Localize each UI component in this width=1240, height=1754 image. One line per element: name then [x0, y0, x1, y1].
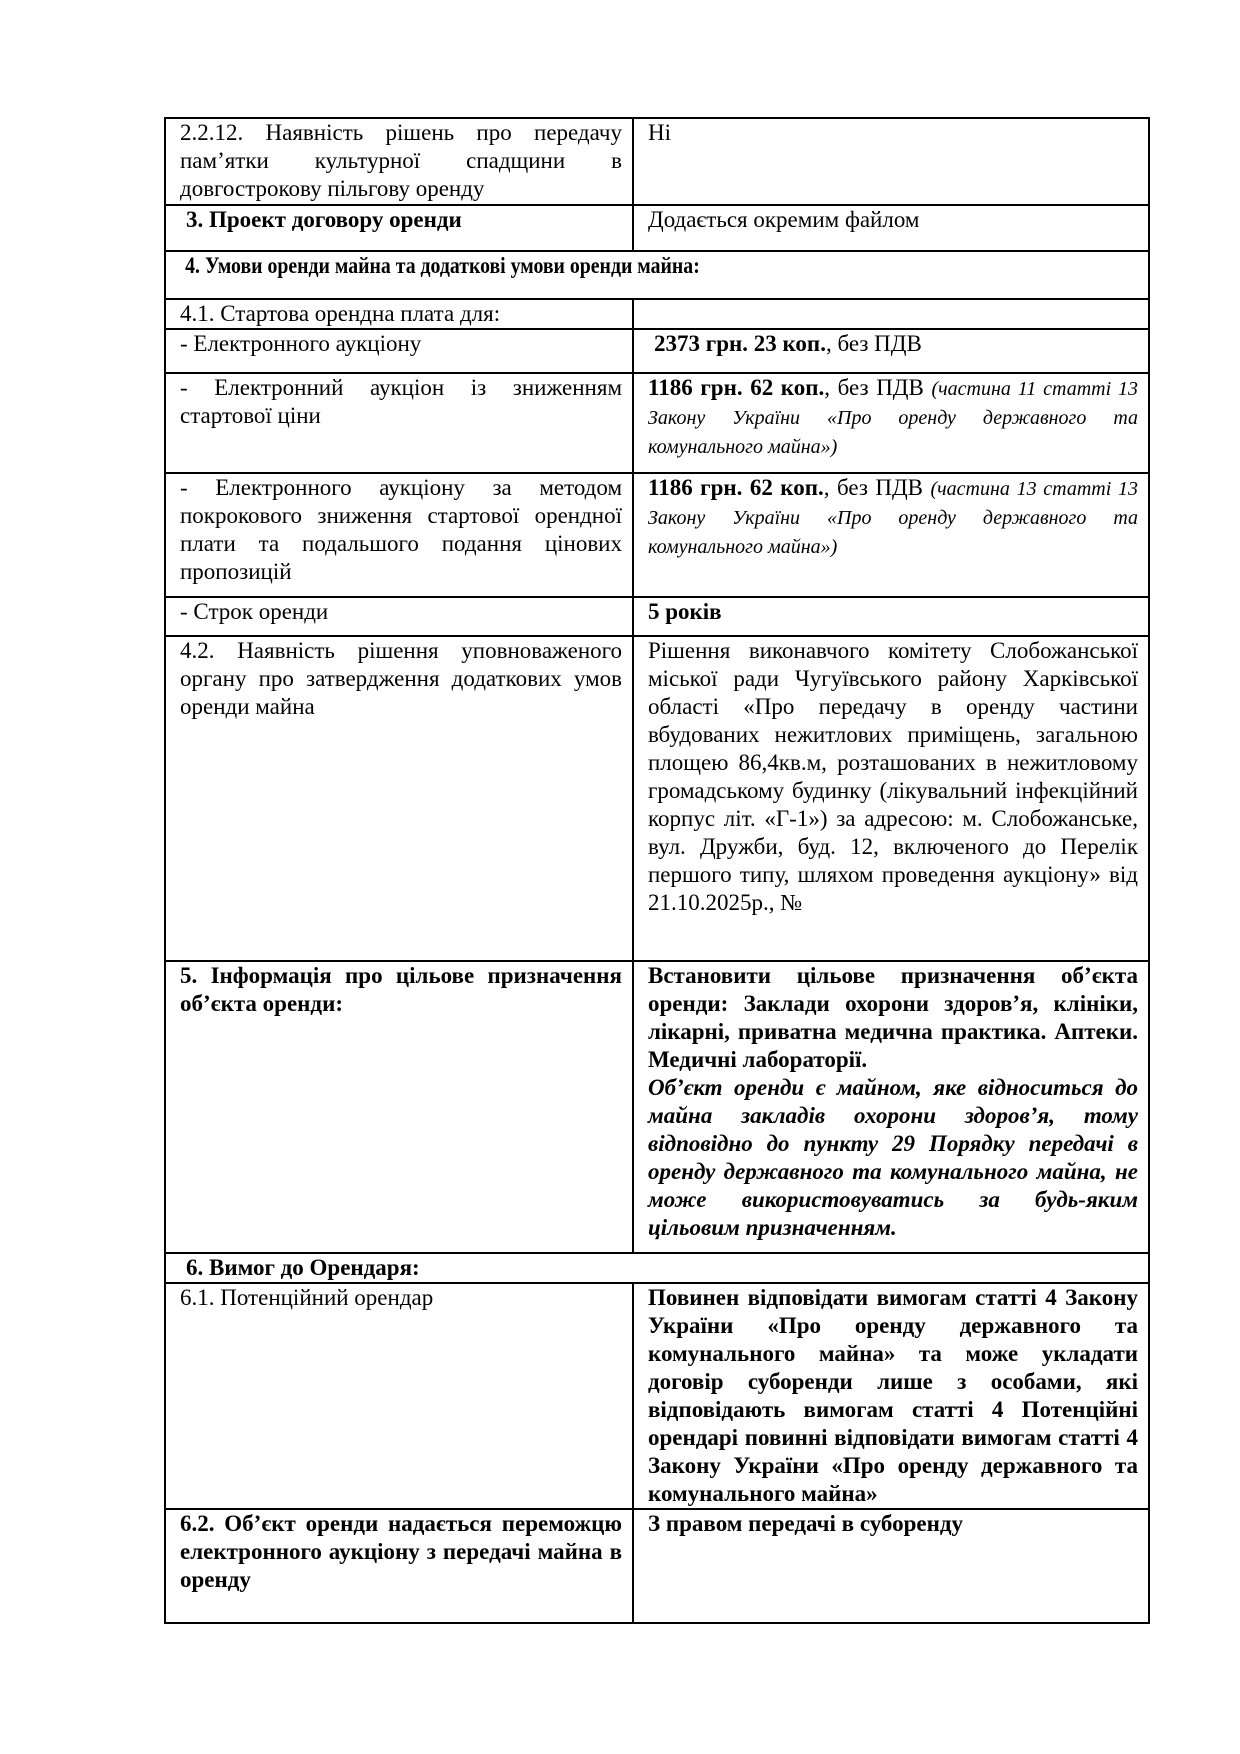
table-row — [165, 1509, 1149, 1623]
row-6-1-label: 6.1. Потенційний орендар — [165, 1283, 633, 1509]
price-stepwise-auction: 1186 грн. 62 коп. — [648, 475, 824, 500]
price-reduced-auction: 1186 грн. 62 коп. — [648, 375, 825, 400]
row-5-label: 5. Інформація про цільове призначення об’єкта оренди: — [165, 961, 633, 1253]
legal-reference-note: (частина 13 статті 13 Закону України «Про оренду державного та комунального майна») — [648, 478, 1139, 558]
row-4-1-value — [633, 299, 1149, 329]
row-4-1-label: 4.1. Стартова орендна плата для: — [165, 299, 633, 329]
table-row — [165, 961, 1149, 1253]
row-2-2-12-value: Ні — [633, 118, 1149, 205]
legal-reference-note: (частина 11 статті 13 Закону України «Про оренду державного та комунального майна») — [648, 378, 1138, 458]
row-4-1-d-label: - Строк оренди — [165, 597, 633, 636]
lease-conditions-table — [164, 117, 1150, 1624]
row-3-label — [165, 205, 633, 251]
section-6-title: 6. Вимог до Орендаря: — [186, 1255, 420, 1280]
table-row — [165, 118, 1149, 205]
target-purpose-text: Встановити цільове призначення об’єкта оренди: Заклади охорони здоров’я, клініки, лікарні, приватна медична практика. Аптеки. Медичні лабораторії. — [648, 963, 1138, 1072]
row-3-label-text: 3. Проект договору оренди — [186, 207, 462, 232]
table-row — [165, 329, 1149, 373]
section-4-title: 4. Умови оренди майна та додаткові умови оренди майна: — [185, 253, 700, 278]
table-row — [165, 299, 1149, 329]
table-row — [165, 373, 1149, 473]
row-4-1-c-label: - Електронного аукціону за методом покрокового зниження стартової орендної плати та подальшого подання цінових пропозицій — [165, 473, 633, 597]
row-5-value — [633, 961, 1149, 1253]
row-4-1-c-value — [633, 473, 1149, 597]
table-row — [165, 251, 1149, 299]
price-vat-note: , без ПДВ — [824, 375, 932, 400]
row-4-1-b-value — [633, 373, 1149, 473]
table-row — [165, 1283, 1149, 1509]
price-vat-note: , без ПДВ — [823, 475, 931, 500]
row-6-2-value: З правом передачі в суборенду — [633, 1509, 1149, 1623]
target-purpose-note: Об’єкт оренди є майном, яке відноситься до майна закладів охорони здоров’я, тому відповідно до пункту 29 Порядку передачі в оренду державного та комунального майна, не може використовуватись за будь-яким цільовим призначенням. — [648, 1075, 1138, 1240]
lease-term-value: 5 років — [633, 597, 1149, 636]
row-2-2-12-label: 2.2.12. Наявність рішень про передачу пам’ятки культурної спадщини в довгострокову пільгову оренду — [165, 118, 633, 205]
table-row — [165, 205, 1149, 251]
section-4-header — [165, 251, 1149, 299]
table-row — [165, 1253, 1149, 1283]
section-6-header — [165, 1253, 1149, 1283]
row-4-1-b-label: - Електронний аукціон із зниженням стартової ціни — [165, 373, 633, 473]
row-4-1-a-label: - Електронного аукціону — [165, 329, 633, 373]
table-row — [165, 473, 1149, 597]
price-vat-note: , без ПДВ — [825, 331, 922, 356]
row-4-2-decision-text: Рішення виконавчого комітету Слобожанської міської ради Чугуївського району Харківської області «Про передачу в оренду частини вбудованих нежитлових приміщень, загальною площею 86,4кв.м, розташованих в нежитловому громадському будинку (лікувальний інфекційний корпус літ. «Г-1») за адресою: м. Слобожанське, вул. Дружби, буд. 12, включеного до Перелік першого типу, шляхом проведення аукціону» від 21.10.2025р., № — [633, 636, 1149, 961]
row-4-2-label: 4.2. Наявність рішення уповноваженого органу про затвердження додаткових умов оренди майна — [165, 636, 633, 961]
table-row — [165, 597, 1149, 636]
row-6-2-label: 6.2. Об’єкт оренди надається переможцю електронного аукціону з передачі майна в оренду — [165, 1509, 633, 1623]
row-4-1-a-value — [633, 329, 1149, 373]
table-row — [165, 636, 1149, 961]
row-3-value: Додається окремим файлом — [633, 205, 1149, 251]
price-electronic-auction: 2373 грн. 23 коп. — [654, 331, 826, 356]
row-6-1-value: Повинен відповідати вимогам статті 4 Закону України «Про оренду державного та комунального майна» та може укладати договір суборенди лише з особами, які відповідають вимогам статті 4 Потенційні орендарі повинні відповідати вимогам статті 4 Закону України «Про оренду державного та комунального майна» — [633, 1283, 1149, 1509]
